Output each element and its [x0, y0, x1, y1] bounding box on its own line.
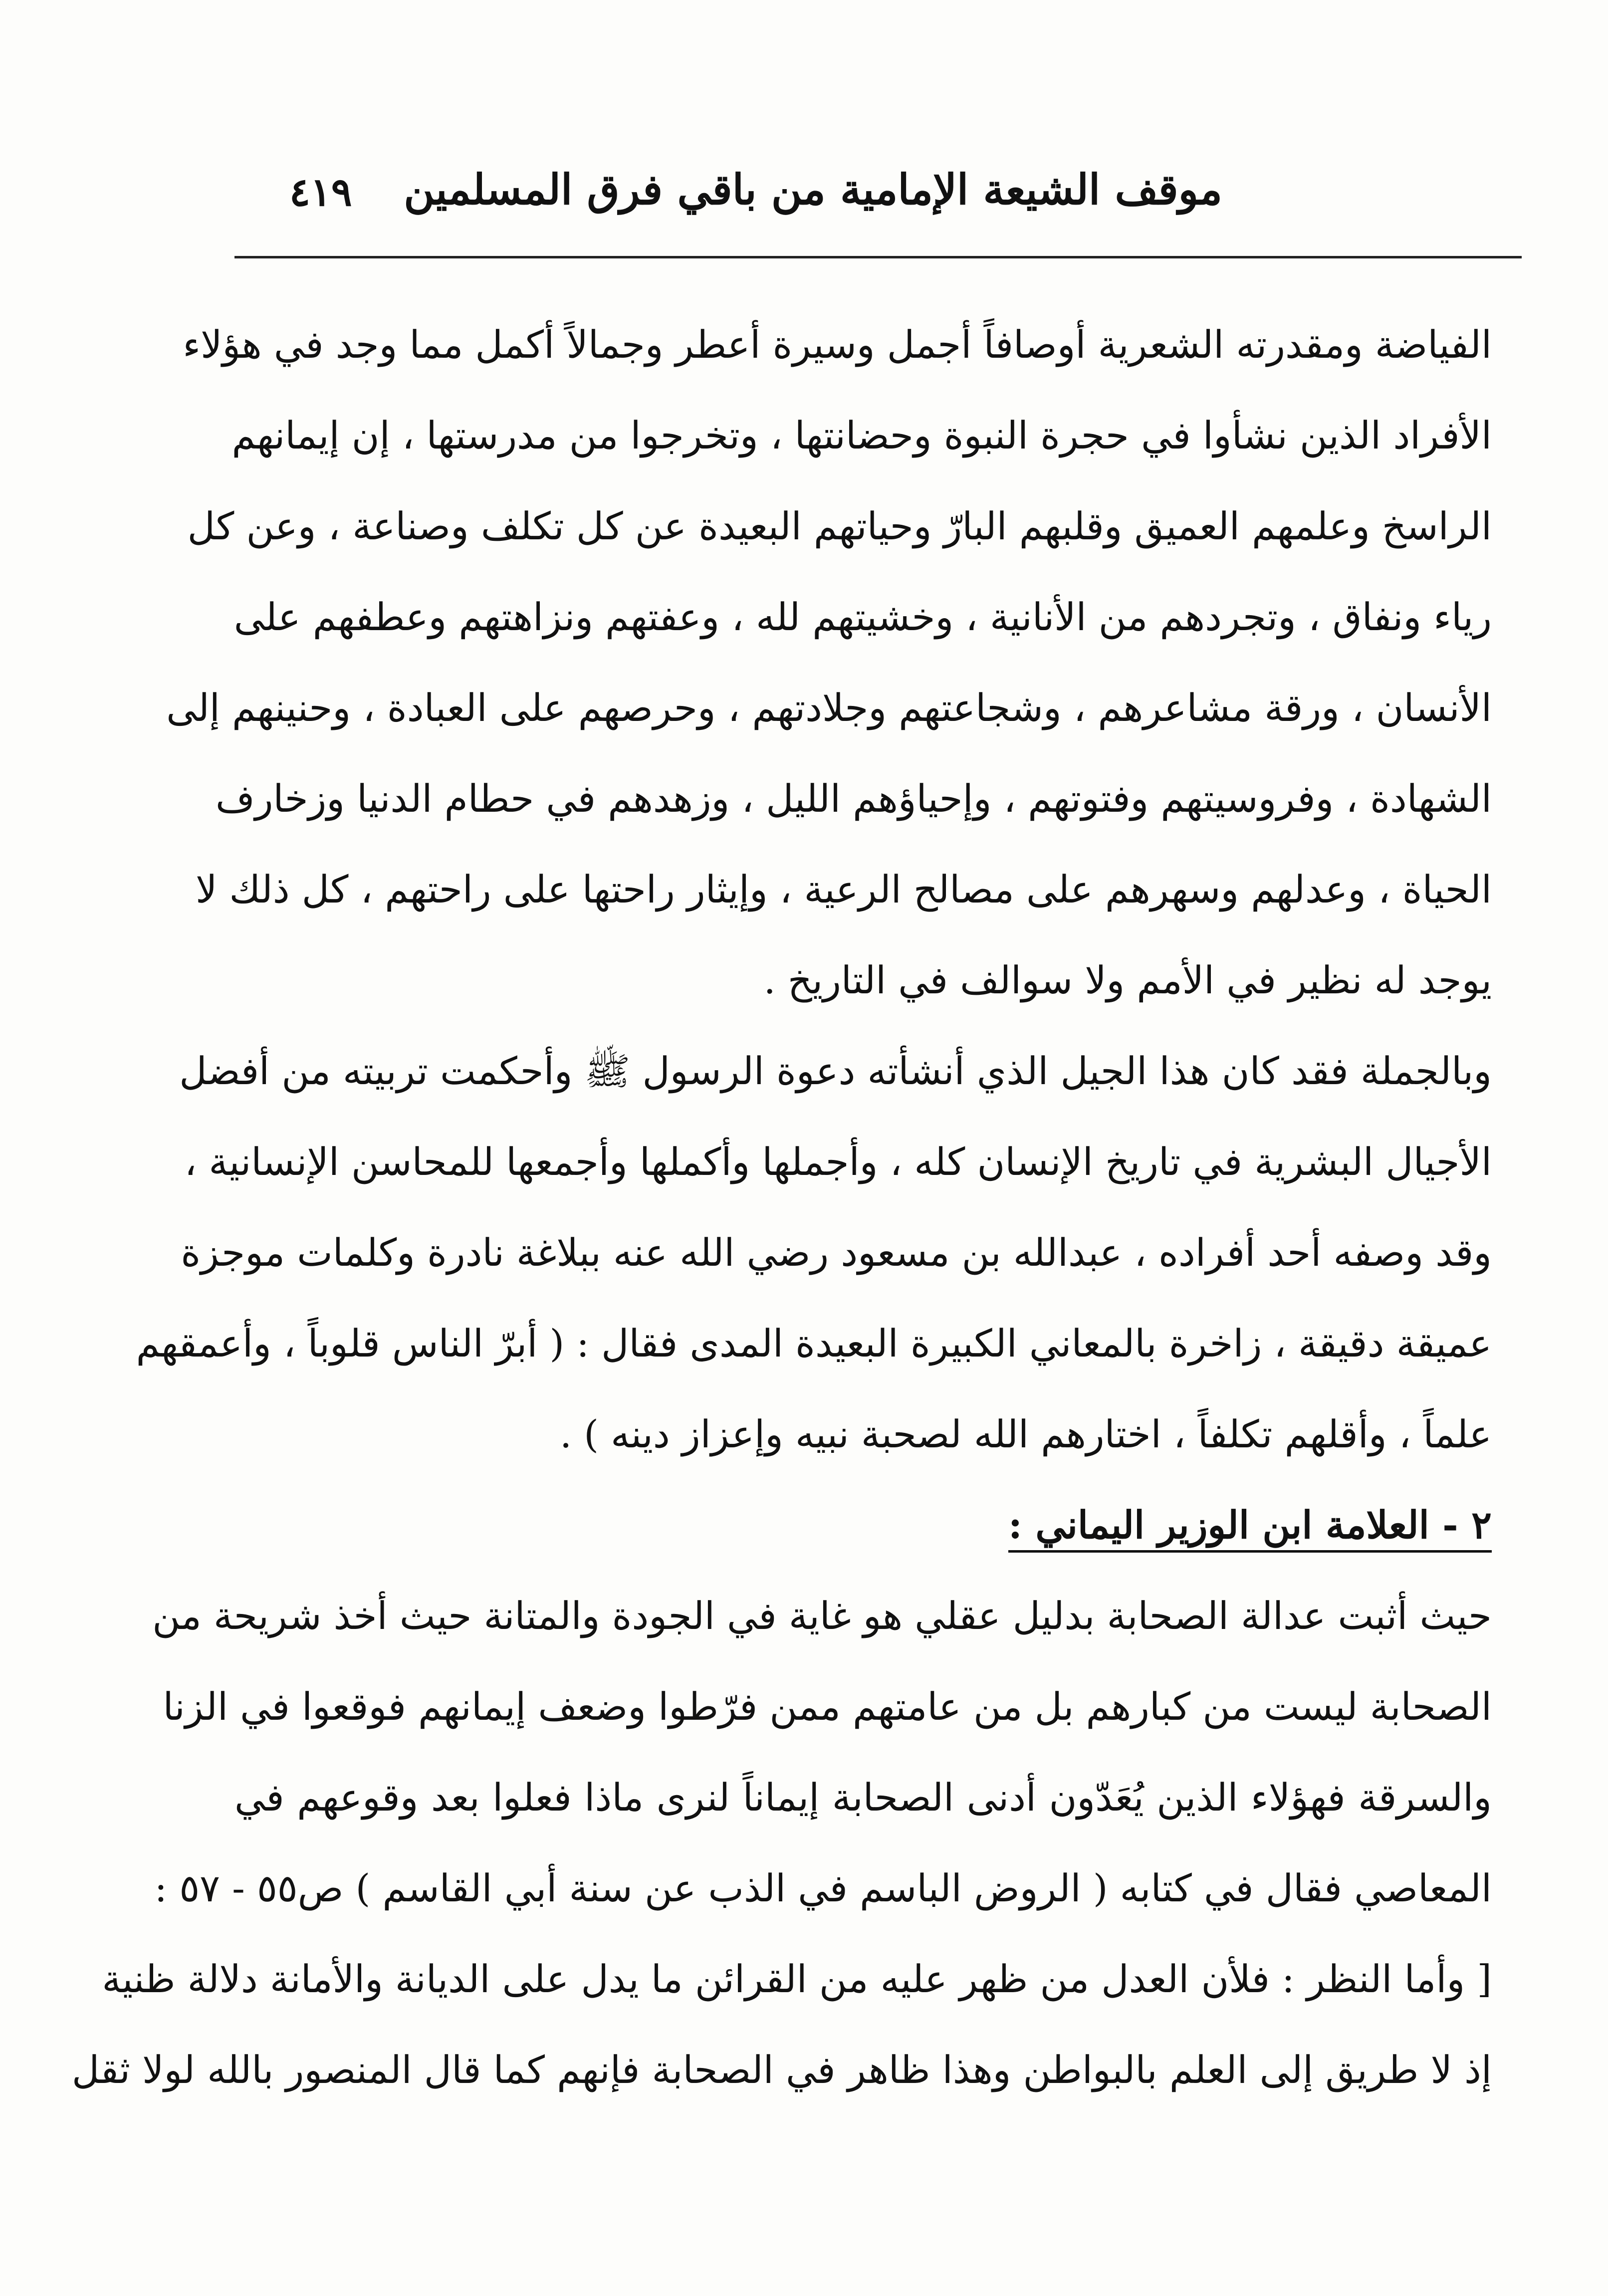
text-line: المعاصي فقال في كتابه ( الروض الباسم في الذب عن سنة أبي القاسم ) ص٥٥ - ٥٧ : [154, 1866, 1492, 1910]
text-line: يوجد له نظير في الأمم ولا سوالف في التاريخ . [763, 958, 1492, 1002]
text-line: الأنسان ، ورقة مشاعرهم ، وشجاعتهم وجلادتهم ، وحرصهم على العبادة ، وحنينهم إلى [166, 686, 1492, 730]
text-line: الراسخ وعلمهم العميق وقلبهم البارّ وحياتهم البعيدة عن كل تكلف وصناعة ، وعن كل [187, 504, 1492, 548]
text-line: الأجيال البشرية في تاريخ الإنسان كله ، وأجملها وأكملها وأجمعها للمحاسن الإنسانية ، [184, 1140, 1492, 1184]
header-rule [234, 256, 1522, 258]
text-line: الصحابة ليست من كبارهم بل من عامتهم ممن فرّطوا وضعف إيمانهم فوقعوا في الزنا [163, 1684, 1492, 1729]
body-text [71, 299, 1492, 2115]
page-number: ٤١٩ [289, 170, 352, 215]
text-line: رياء ونفاق ، وتجردهم من الأنانية ، وخشيتهم لله ، وعفتهم ونزاهتهم وعطفهم على [233, 595, 1492, 639]
page-header [234, 150, 1522, 249]
text-line: حيث أثبت عدالة الصحابة بدليل عقلي هو غاية في الجودة والمتانة حيث أخذ شريحة من [152, 1594, 1492, 1638]
text-line: إذ لا طريق إلى العلم بالبواطن وهذا ظاهر في الصحابة فإنهم كما قال المنصور بالله لولا ثقل [71, 2048, 1492, 2092]
text-line: وبالجملة فقد كان هذا الجيل الذي أنشأته دعوة الرسول ﷺ وأحكمت تربيته من أفضل [179, 1049, 1492, 1093]
section-heading [234, 1480, 1492, 1571]
text-line: الأفراد الذين نشأوا في حجرة النبوة وحضانتها ، وتخرجوا من مدرستها ، إن إيمانهم [231, 413, 1492, 458]
text-line: الشهادة ، وفروسيتهم وفتوتهم ، وإحياؤهم الليل ، وزهدهم في حطام الدنيا وزخارف [215, 776, 1492, 821]
text-line: علماً ، وأقلهم تكلفاً ، اختارهم الله لصحبة نبيه وإعزاز دينه ) . [559, 1412, 1492, 1456]
running-title: موقف الشيعة الإمامية من باقي فرق المسلمين [404, 165, 1222, 214]
section-heading-text: ٢ - العلامة ابن الوزير اليماني : [1008, 1503, 1492, 1553]
text-line: الحياة ، وعدلهم وسهرهم على مصالح الرعية ، وإيثار راحتها على راحتهم ، كل ذلك لا [196, 867, 1492, 912]
text-line: عميقة دقيقة ، زاخرة بالمعاني الكبيرة البعيدة المدى فقال : ( أبرّ الناس قلوباً ، وأعمقهم [136, 1321, 1492, 1366]
text-line: [ وأما النظر : فلأن العدل من ظهر عليه من القرائن ما يدل على الديانة والأمانة دلالة ظنية [102, 1957, 1492, 2001]
text-line: وقد وصفه أحد أفراده ، عبدالله بن مسعود رضي الله عنه ببلاغة نادرة وكلمات موجزة [181, 1230, 1492, 1275]
text-line: والسرقة فهؤلاء الذين يُعَدّون أدنى الصحابة إيماناً لنرى ماذا فعلوا بعد وقوعهم في [234, 1775, 1492, 1820]
text-line: الفياضة ومقدرته الشعرية أوصافاً أجمل وسيرة أعطر وجمالاً أكمل مما وجد في هؤلاء [183, 322, 1492, 367]
